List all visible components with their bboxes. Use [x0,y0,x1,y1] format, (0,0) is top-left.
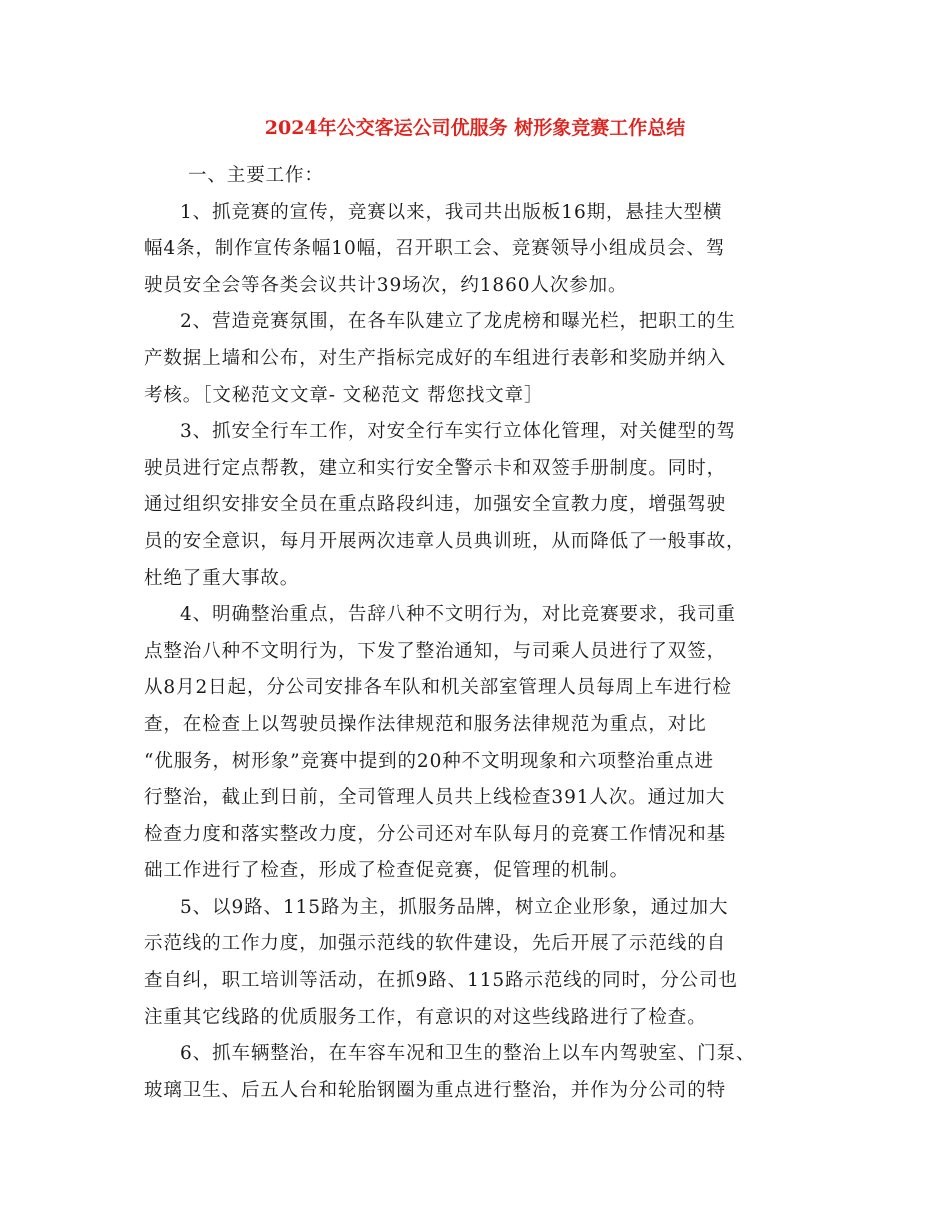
section-heading: 一、主要工作： [188,165,324,186]
paragraph-line: 玻璃卫生、后五人台和轮胎钢圈为重点进行整治，并作为分公司的特 [144,1079,727,1101]
paragraph-line: 2、营造竞赛氛围，在各车队建立了龙虎榜和曝光栏，把职工的生 [180,311,736,333]
paragraph-line: 幅4条，制作宣传条幅10幅，召开职工会、竞赛领导小组成员会、驾 [144,238,726,260]
paragraph-line: 6、抓车辆整治，在车容车况和卫生的整治上以车内驾驶室、门泵、 [180,1043,756,1065]
paragraph-line: “优服务，树形象”竞赛中提到的20种不文明现象和六项整治重点进 [144,750,714,772]
paragraph-line: 3、抓安全行车工作，对安全行车实行立体化管理，对关健型的驾 [180,421,736,443]
paragraph-line: 查自纠，职工培训等活动，在抓9路、115路示范线的同时，分公司也 [144,970,738,992]
paragraph-line: 点整治八种不文明行为，下发了整治通知，与司乘人员进行了双签， [144,640,727,662]
paragraph-line: 驶员进行定点帮教，建立和实行安全警示卡和双签手册制度。同时， [144,457,727,479]
paragraph-line: 5、以9路、115路为主，抓服务品牌，树立企业形象，通过加大 [180,896,729,918]
paragraph-line: 查，在检查上以驾驶员操作法律规范和服务法律规范为重点，对比 [144,713,707,735]
paragraph-line: 驶员安全会等各类会议共计39场次，约1860人次参加。 [144,274,628,296]
paragraph-line: 示范线的工作力度，加强示范线的软件建设，先后开展了示范线的自 [144,933,727,955]
paragraph-line: 杜绝了重大事故。 [144,567,300,589]
document-title: 2024年公交客运公司优服务 树形象竞赛工作总结 [264,117,686,139]
paragraph-line: 考核。［文秘范文文章- 文秘范文 帮您找文章］ [144,384,544,406]
paragraph-line: 注重其它线路的优质服务工作，有意识的对这些线路进行了检查。 [144,1006,707,1028]
paragraph-line: 检查力度和落实整改力度，分公司还对车队每月的竞赛工作情况和基 [144,823,727,845]
paragraph-line: 1、抓竞赛的宣传，竞赛以来，我司共出版板16期，悬挂大型横 [180,201,723,223]
paragraph-line: 4、明确整治重点，告辞八种不文明行为，对比竞赛要求，我司重 [180,604,736,626]
paragraph-line: 从8月2日起，分公司安排各车队和机关部室管理人员每周上车进行检 [144,677,732,699]
paragraph-line: 础工作进行了检查，形成了检查促竞赛，促管理的机制。 [144,860,630,882]
paragraph-line: 行整治，截止到日前，全司管理人员共上线检查391人次。通过加大 [144,787,726,809]
document-body [144,158,824,1109]
paragraph-line: 产数据上墙和公布，对生产指标完成好的车组进行表彰和奖励并纳入 [144,347,727,369]
paragraph-line: 员的安全意识，每月开展两次违章人员典训班，从而降低了一般事故， [144,530,746,552]
paragraph-line: 通过组织安排安全员在重点路段纠违，加强安全宣教力度，增强驾驶 [144,494,727,516]
